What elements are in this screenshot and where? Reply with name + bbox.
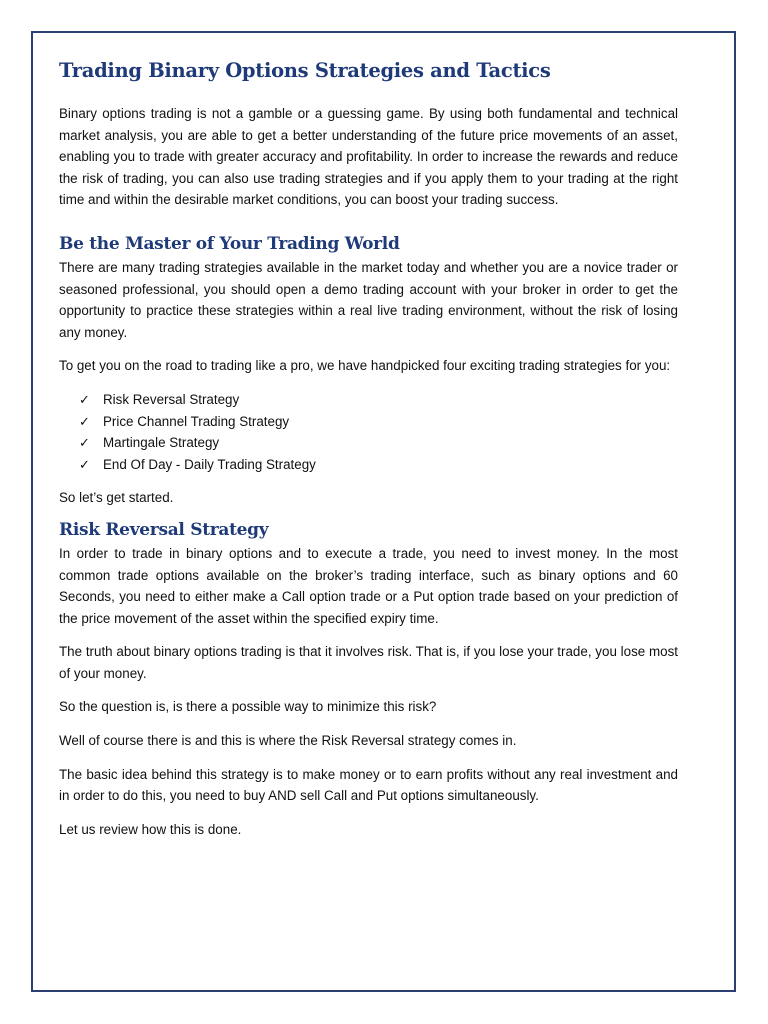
list-item-label: Price Channel Trading Strategy bbox=[103, 413, 290, 429]
list-item bbox=[79, 389, 678, 411]
section1-paragraph-3: So let’s get started. bbox=[59, 490, 174, 506]
list-item-label: Risk Reversal Strategy bbox=[103, 391, 240, 407]
list-item bbox=[79, 454, 678, 476]
checkmark-icon: ✓ bbox=[79, 456, 90, 472]
checkmark-icon: ✓ bbox=[79, 391, 90, 407]
section-heading-master: Be the Master of Your Trading World bbox=[59, 233, 400, 254]
list-item-label: Martingale Strategy bbox=[103, 435, 220, 451]
list-item bbox=[79, 432, 678, 454]
section1-paragraph-2: To get you on the road to trading like a pro, we have handpicked four exciting trading strategies for you: bbox=[59, 358, 671, 374]
section1-paragraph-1: There are many trading strategies available in the market today and whether you are a novice trader or seasoned professional, you should open a demo trading account with your broker in order to get the opportunity to practice these strategies within a real live trading environment, without the risk of losing any money. bbox=[59, 259, 678, 340]
strategy-checklist bbox=[59, 389, 678, 475]
section-heading-risk-reversal: Risk Reversal Strategy bbox=[59, 519, 269, 540]
section2-paragraph-1: In order to trade in binary options and to execute a trade, you need to invest money. In the most common trade options available on the broker’s trading interface, such as binary options and 60 Seconds, you need to either make a Call option trade or a Put option trade based on your prediction of the price movement of the asset within the specified expiry time. bbox=[59, 545, 678, 626]
document-content bbox=[59, 56, 678, 840]
section2-paragraph-6: Let us review how this is done. bbox=[59, 821, 242, 837]
section2-paragraph-5: The basic idea behind this strategy is to make money or to earn profits without any real investment and in order to do this, you need to buy AND sell Call and Put options simultaneously. bbox=[59, 766, 678, 804]
checkmark-icon: ✓ bbox=[79, 435, 90, 451]
section2-paragraph-3: So the question is, is there a possible way to minimize this risk? bbox=[59, 699, 437, 715]
section2-paragraph-2: The truth about binary options trading is that it involves risk. That is, if you lose your trade, you lose most of your money. bbox=[59, 644, 678, 681]
document-title: Trading Binary Options Strategies and Tactics bbox=[59, 59, 551, 82]
section2-paragraph-4: Well of course there is and this is where the Risk Reversal strategy comes in. bbox=[59, 733, 517, 749]
intro-paragraph: Binary options trading is not a gamble or a guessing game. By using both fundamental and technical market analysis, you are able to get a better understanding of the future price movements of an asset, enabling you to trade with greater accuracy and profitability. In order to increase the rewards and reduce the risk of trading, you can also use trading strategies and if you apply them to your trading at the right time and within the desirable market conditions, you can boost your trading success. bbox=[59, 106, 678, 208]
list-item-label: End Of Day - Daily Trading Strategy bbox=[103, 456, 316, 472]
list-item bbox=[79, 411, 678, 433]
checkmark-icon: ✓ bbox=[79, 413, 90, 429]
